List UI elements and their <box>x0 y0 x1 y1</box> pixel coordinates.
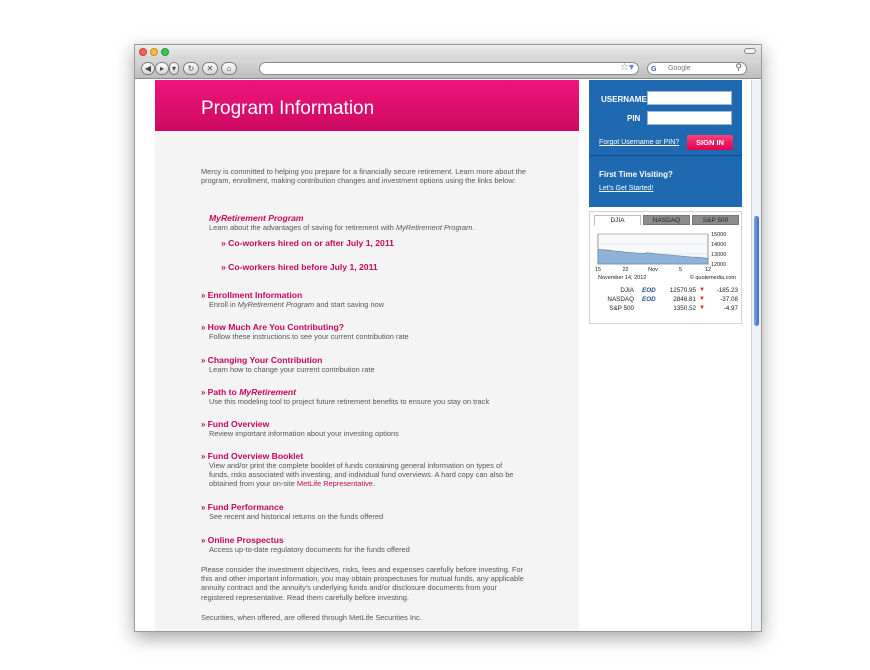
market-row <box>590 287 743 296</box>
minimize-window-button[interactable] <box>150 48 158 56</box>
prospectus-desc: Access up-to-date regulatory documents for the funds offered <box>209 545 410 554</box>
pin-label: PIN <box>627 114 641 123</box>
performance-section <box>201 502 521 521</box>
down-arrow-icon: ▼ <box>699 287 705 293</box>
forward-button[interactable]: ▸ <box>155 62 169 75</box>
chart-x-tick: Nov <box>648 267 658 273</box>
title-bar <box>135 45 761 59</box>
scrollbar-thumb[interactable] <box>754 216 759 326</box>
market-eod-tag: EOD <box>642 296 656 303</box>
search-icon[interactable]: ⚲ <box>735 62 742 72</box>
changing-desc: Learn how to change your current contribution rate <box>209 365 375 374</box>
sign-in-button[interactable]: SIGN IN <box>687 135 733 150</box>
chart-y-tick: 15000 <box>711 232 727 238</box>
chart-x-tick: 22 <box>622 267 629 273</box>
prospectus-section <box>201 535 521 554</box>
reload-icon[interactable]: ↻ <box>183 62 199 75</box>
market-name: S&P 500 <box>609 305 634 312</box>
toolbar-toggle-button[interactable] <box>744 48 756 54</box>
browser-toolbar <box>135 59 761 79</box>
get-started-link[interactable]: Let's Get Started! <box>599 185 654 192</box>
market-value: 1350.52 <box>673 305 696 312</box>
path-desc: Use this modeling tool to project future retirement benefits to ensure you stay on track <box>209 397 490 406</box>
home-icon[interactable]: ⌂ <box>221 62 237 75</box>
vertical-scrollbar[interactable] <box>751 80 761 632</box>
booklet-section <box>201 451 521 489</box>
market-name: DJIA <box>620 287 634 294</box>
forgot-credentials-link[interactable]: Forgot Username or PIN? <box>599 139 680 146</box>
back-button[interactable]: ◀ <box>141 62 155 75</box>
securities-text: Securities, when offered, are offered through MetLife Securities Inc. <box>201 613 422 622</box>
djia-chart <box>590 225 743 285</box>
enrollment-section <box>201 290 521 309</box>
address-bar[interactable] <box>259 62 639 75</box>
tab-nasdaq[interactable]: NASDAQ <box>643 215 690 225</box>
disclaimer-text: Please consider the investment objectives, risks, fees and expenses carefully before investing. For this and other important information, you may obtain prospectuses for mutual funds, any applicable annuity contract and the annuity's underlying funds and/or disclosure documents from your registered representative. Read them carefully before investing. <box>201 565 524 602</box>
market-widget <box>589 211 742 324</box>
chart-x-tick: 5 <box>678 267 683 273</box>
browser-window <box>134 44 762 632</box>
tab-djia[interactable]: DJIA <box>594 215 641 225</box>
down-arrow-icon: ▼ <box>699 305 705 311</box>
market-value: 12570.95 <box>669 287 696 294</box>
username-label: USERNAME <box>601 95 647 104</box>
contributing-link[interactable]: » How Much Are You Contributing? <box>201 322 345 332</box>
page-viewport <box>135 80 753 632</box>
performance-desc: See recent and historical returns on the funds offered <box>209 512 384 521</box>
stop-icon[interactable]: ✕ <box>202 62 218 75</box>
myretirement-section <box>209 213 529 232</box>
login-panel <box>589 80 742 207</box>
changing-link[interactable]: » Changing Your Contribution <box>201 355 323 365</box>
performance-link[interactable]: » Fund Performance <box>201 502 284 512</box>
metlife-rep-link[interactable]: MetLife Representative <box>296 479 373 489</box>
market-eod-tag: EOD <box>642 287 656 294</box>
close-window-button[interactable] <box>139 48 147 56</box>
page-header <box>155 80 579 131</box>
chart-y-tick: 14000 <box>711 242 727 248</box>
username-field[interactable] <box>647 91 732 105</box>
search-box[interactable] <box>647 62 747 75</box>
program-info-panel <box>155 80 579 632</box>
contributing-desc: Follow these instructions to see your current contribution rate <box>209 332 409 341</box>
chart-x-tick: 15 <box>594 267 602 273</box>
chart-date: November 14, 2012 <box>598 275 647 281</box>
enrollment-link[interactable]: » Enrollment Information <box>201 290 303 300</box>
changing-section <box>201 355 521 374</box>
booklet-desc: View and/or print the complete booklet of funds containing general information on types of funds, risks associated with investing, and individual fund overviews. A hard copy can also be obtained from your on-site MetLife Representative. <box>209 461 514 489</box>
myretirement-desc: Learn about the advantages of saving for retirement with MyRetirement Program. <box>209 223 475 232</box>
path-section <box>201 387 521 406</box>
intro-text: Mercy is committed to helping you prepare for a financially secure retirement. Learn more about the program, enrollment, making contribution changes and investment options using the links below: <box>201 167 526 186</box>
chart-y-tick: 13000 <box>711 252 727 258</box>
search-engine-icon[interactable]: G <box>651 66 657 73</box>
sidebar <box>589 80 742 312</box>
login-divider <box>589 155 742 156</box>
fund-overview-section <box>201 419 521 438</box>
market-change: -37.08 <box>720 296 738 303</box>
booklet-link[interactable]: » Fund Overview Booklet <box>201 451 304 461</box>
path-link[interactable]: » Path to MyRetirement <box>201 387 297 397</box>
tab-sp500[interactable]: S&P 500 <box>692 215 739 225</box>
myretirement-link[interactable]: MyRetirement Program <box>209 213 304 223</box>
search-placeholder: Google <box>668 65 691 72</box>
fund-overview-desc: Review important information about your investing options <box>209 429 399 438</box>
market-row <box>590 305 743 314</box>
bookmark-star-icon[interactable]: ☆▾ <box>620 62 634 73</box>
page-title: Program Information <box>201 98 375 119</box>
contributing-section <box>201 322 521 341</box>
market-value: 2846.81 <box>673 296 696 303</box>
chart-x-tick: 12 <box>704 267 712 273</box>
market-row <box>590 296 743 305</box>
sublink-hired-after[interactable]: » Co-workers hired on or after July 1, 2011 <box>221 238 394 248</box>
fund-overview-link[interactable]: » Fund Overview <box>201 419 270 429</box>
chart-source: © quotemedia.com <box>689 275 736 281</box>
down-arrow-icon: ▼ <box>699 296 705 302</box>
history-dropdown-icon[interactable]: ▾ <box>169 62 179 75</box>
market-change: -185.23 <box>716 287 738 294</box>
sublink-hired-before[interactable]: » Co-workers hired before July 1, 2011 <box>221 262 378 272</box>
chart-y-tick: 12000 <box>711 262 727 268</box>
prospectus-link[interactable]: » Online Prospectus <box>201 535 284 545</box>
market-change: -4.97 <box>723 305 738 312</box>
market-name: NASDAQ <box>607 296 634 303</box>
zoom-window-button[interactable] <box>161 48 169 56</box>
first-time-heading: First Time Visiting? <box>599 170 673 179</box>
enrollment-desc: Enroll in MyRetirement Program and start saving now <box>209 300 384 309</box>
pin-field[interactable] <box>647 111 732 125</box>
